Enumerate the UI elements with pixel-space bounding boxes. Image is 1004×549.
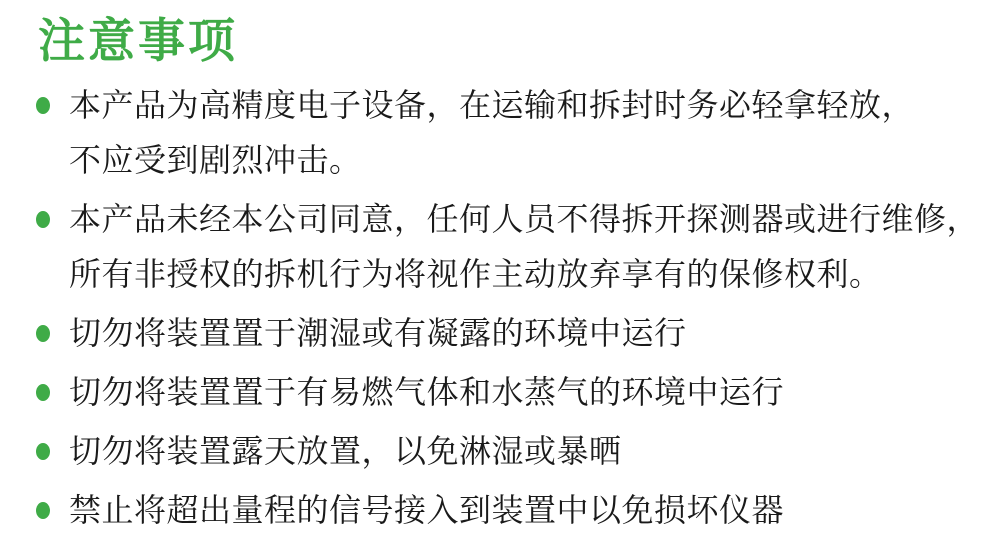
- item-line: 所有非授权的拆机行为将视作主动放弃享有的保修权利。: [69, 256, 882, 292]
- item-line: 切勿将装置置于潮湿或有凝露的环境中运行: [69, 315, 687, 351]
- list-item: [0, 192, 1004, 302]
- precaution-list: [0, 78, 1004, 538]
- item-line: 本产品未经本公司同意，任何人员不得拆开探测器或进行维修，: [69, 201, 980, 237]
- bullet-icon: [36, 384, 50, 401]
- item-text: [69, 306, 687, 361]
- list-item: [0, 306, 1004, 361]
- item-text: [69, 424, 622, 479]
- bullet-icon: [36, 97, 50, 114]
- list-item: [0, 365, 1004, 420]
- list-item: [0, 78, 1004, 188]
- item-line: 禁止将超出量程的信号接入到装置中以免损坏仪器: [69, 492, 785, 528]
- bullet-icon: [36, 443, 50, 460]
- item-line: 切勿将装置露天放置，以免淋湿或暴晒: [69, 433, 622, 469]
- bullet-icon: [36, 502, 50, 519]
- list-item: [0, 483, 1004, 538]
- page-title: 注意事项: [38, 14, 238, 67]
- item-line: 不应受到剧烈冲击。: [69, 142, 362, 178]
- item-text: [69, 192, 979, 302]
- item-text: [69, 365, 784, 420]
- bullet-icon: [36, 211, 50, 228]
- bullet-icon: [36, 325, 50, 342]
- item-text: [69, 78, 914, 188]
- item-text: [69, 483, 784, 538]
- item-line: 切勿将装置置于有易燃气体和水蒸气的环境中运行: [69, 374, 785, 410]
- list-item: [0, 424, 1004, 479]
- item-line: 本产品为高精度电子设备，在运输和拆封时务必轻拿轻放，: [69, 87, 915, 123]
